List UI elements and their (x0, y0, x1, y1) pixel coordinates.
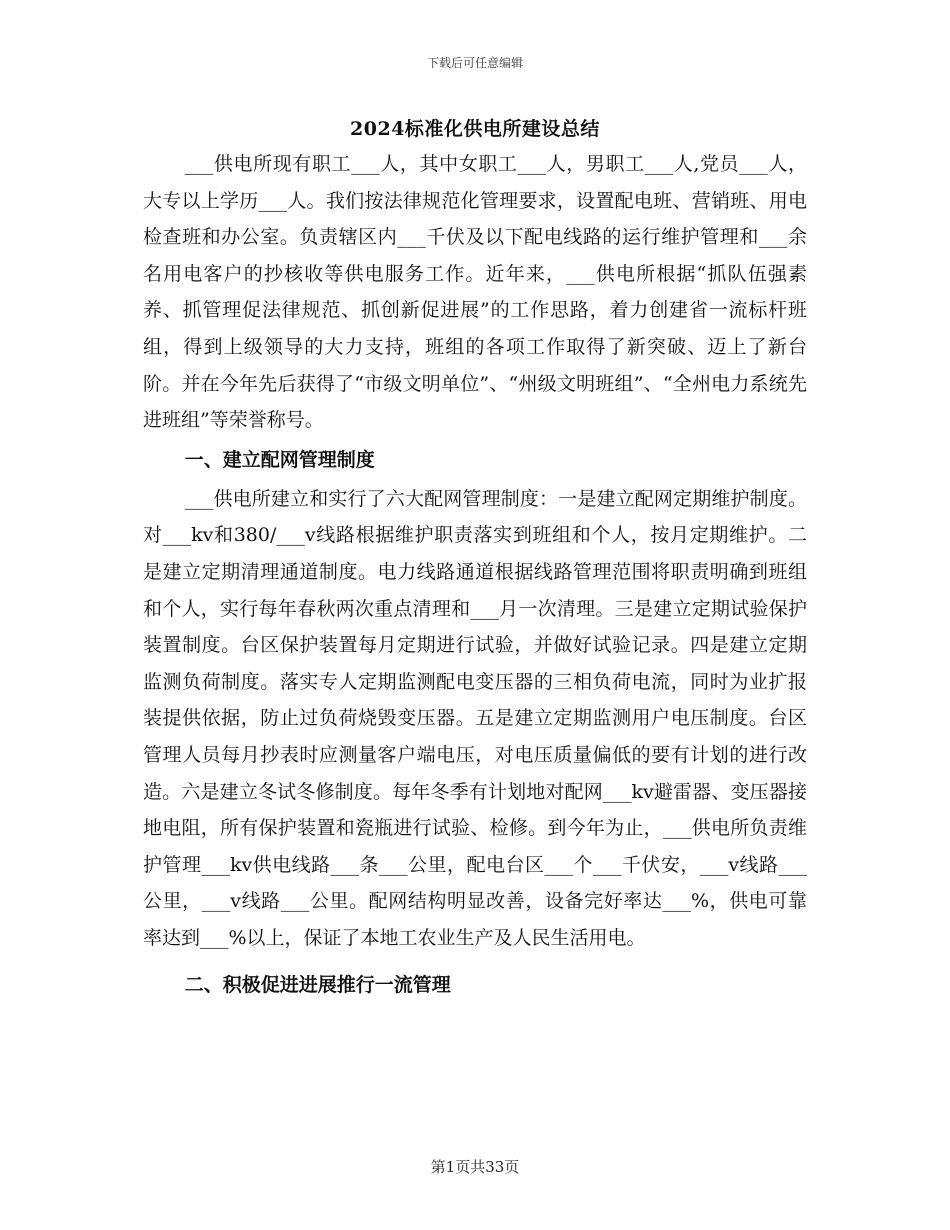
intro-paragraph: ___供电所现有职工___人，其中女职工___人，男职工___人,党员___人，大专以上学历___人。我们按法律规范化管理要求，设置配电班、营销班、用电检查班和办公室。负责辖区内___千伏及以下配电线路的运行维护管理和___余名用电客户的抄核收等供电服务工作。近年来，___供电所根据“抓队伍强素养、抓管理促法律规范、抓创新促进展”的工作思路，着力创建省一流标杆班组，得到上级领导的大力支持，班组的各项工作取得了新突破、迈上了新台阶。并在今年先后获得了“市级文明单位”、“州级文明班组”、“全州电力系统先进班组”等荣誉称号。 (143, 153, 807, 432)
document-title: 2024标准化供电所建设总结 (350, 118, 600, 140)
document-body (143, 146, 807, 1006)
section-1-heading: 一、建立配网管理制度 (184, 448, 375, 471)
section-1-paragraph: ___供电所建立和实行了六大配网管理制度：一是建立配网定期维护制度。对___kv和380/___v线路根据维护职责落实到班组和个人，按月定期维护。二是建立定期清理通道制度。电力线路通道根据线路管理范围将职责明确到班组和个人，实行每年春秋两次重点清理和___月一次清理。三是建立定期试验保护装置制度。台区保护装置每月定期进行试验，并做好试验记录。四是建立定期监测负荷制度。落实专人定期监测配电变压器的三相负荷电流，同时为业扩报装提供依据，防止过负荷烧毁变压器。五是建立定期监测用户电压制度。台区管理人员每月抄表时应测量客户端电压，对电压质量偏低的要有计划的进行改造。六是建立冬试冬修制度。每年冬季有计划地对配网___kv避雷器、变压器接地电阻，所有保护装置和瓷瓶进行试验、检修。到今年为止，___供电所负责维护管理___kv供电线路___条___公里，配电台区___个___千伏安，___v线路___公里，___v线路___公里。配网结构明显改善，设备完好率达___%，供电可靠率达到___%以上，保证了本地工农业生产及人民生活用电。 (143, 487, 807, 949)
page-number: 第1页共33页 (430, 1158, 520, 1176)
section-2-heading: 二、积极促进进展推行一流管理 (184, 974, 451, 997)
header-note: 下载后可任意编辑 (426, 56, 523, 70)
